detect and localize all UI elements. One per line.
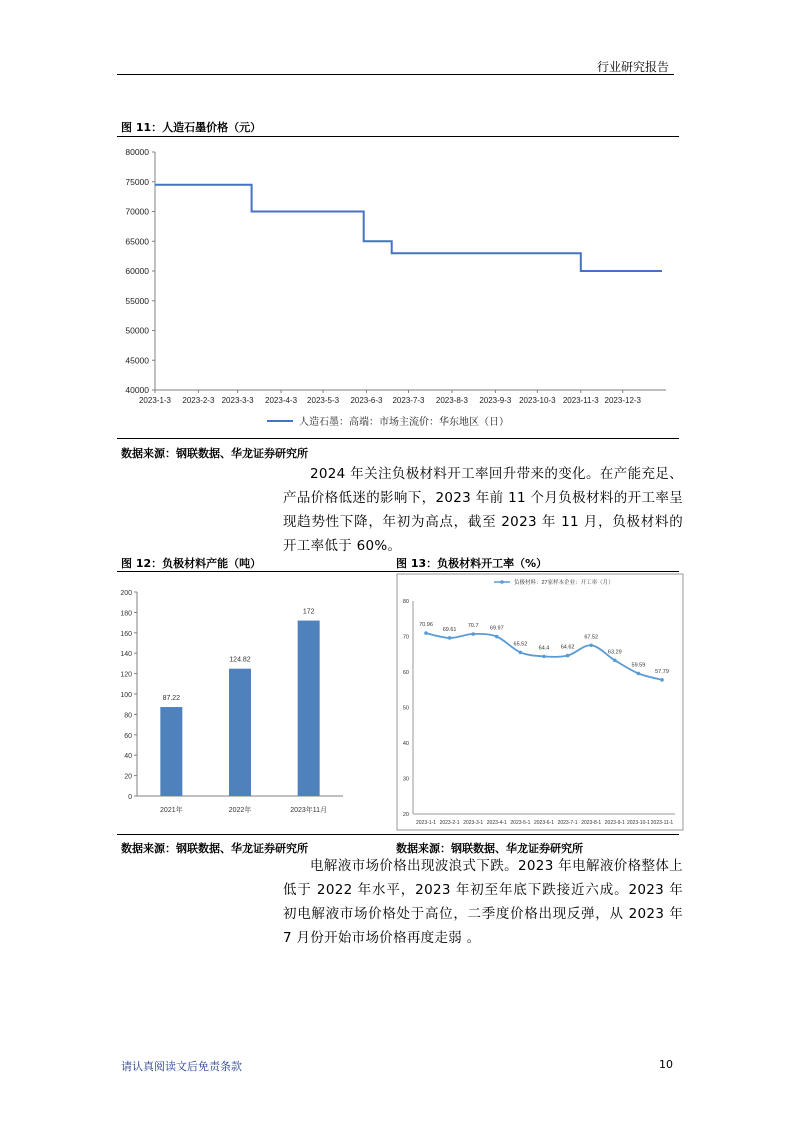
fig11-x-tick-label: 2023-9-3 — [479, 396, 512, 405]
fig13-point — [637, 672, 641, 676]
paragraph-anode-operating-rate — [283, 462, 683, 558]
fig12-caption: 图 12：负极材料产能（吨） — [121, 557, 262, 570]
fig11-source: 数据来源：钢联数据、华龙证券研究所 — [121, 447, 308, 460]
fig13-data-label: 59.59 — [631, 662, 646, 669]
fig12-y-tick-label: 40 — [124, 753, 132, 761]
fig12-x-tick-label: 2022年 — [228, 807, 252, 814]
paragraph-text-2: 电解液市场价格出现波浪式下跌。2023 年电解液价格整体上低于 2022 年水平，2023 年初至年底下跌接近六成。2023 年初电解液市场价格处于高位，二季度价格出现反弹，从 2023 年 7 月份开始市场价格再度走弱 。 — [283, 858, 683, 946]
fig13-point — [566, 654, 570, 658]
fig11-x-tick-label: 2023-5-3 — [307, 396, 340, 405]
fig13-data-label: 64.4 — [538, 645, 550, 652]
fig13-point — [519, 651, 523, 655]
fig13-source: 数据来源：钢联数据、华龙证券研究所 — [396, 842, 583, 855]
fig12-y-tick-label: 120 — [120, 671, 132, 679]
fig12-y-tick-label: 0 — [128, 794, 132, 801]
fig11-y-tick-label: 40000 — [125, 385, 149, 395]
fig13-point — [542, 655, 546, 659]
fig12-13-bottom-rule — [117, 834, 679, 835]
fig13-data-label: 63.29 — [607, 649, 622, 656]
fig12-x-tick-label: 2023年11月 — [290, 807, 328, 814]
fig12-data-label: 87.22 — [162, 695, 181, 703]
fig13-y-tick-label: 30 — [402, 776, 409, 783]
fig13-x-tick-label: 2023-6-1 — [533, 820, 555, 826]
fig13-point — [424, 631, 428, 635]
fig13-data-label: 67.52 — [584, 634, 599, 641]
fig11-y-tick-label: 75000 — [125, 176, 149, 187]
fig11-x-tick-label: 2023-10-3 — [519, 396, 556, 405]
fig13-caption: 图 13：负极材料开工率（%） — [396, 557, 548, 570]
fig11-y-tick-label: 55000 — [125, 295, 149, 306]
footer-disclaimer[interactable]: 请认真阅读文后免责条款 — [121, 1060, 242, 1073]
fig13-point — [613, 659, 617, 663]
fig13-point — [471, 632, 475, 636]
fig11-x-tick-label: 2023-4-3 — [265, 396, 298, 405]
fig13-y-tick-label: 60 — [402, 670, 409, 676]
fig13-y-tick-label: 50 — [402, 705, 409, 712]
fig11-x-tick-label: 2023-7-3 — [392, 396, 425, 405]
fig11-legend-label: 人造石墨：高端：市场主流价：华东地区（日） — [299, 417, 509, 428]
fig13-x-tick-label: 2023-4-1 — [486, 820, 507, 826]
fig11-x-tick-label: 2023-2-3 — [182, 396, 215, 405]
fig11-bottom-rule — [117, 438, 679, 439]
fig11-x-tick-label: 2023-6-3 — [350, 396, 383, 405]
fig11-x-tick-label: 2023-1-3 — [138, 396, 172, 405]
fig13-data-label: 64.62 — [560, 644, 575, 651]
fig13-y-tick-label: 80 — [402, 599, 409, 605]
fig13-x-tick-label: 2023-9-1 — [604, 820, 625, 826]
fig13-point — [448, 636, 452, 640]
fig13-x-tick-label: 2023-8-1 — [581, 820, 602, 826]
fig11-x-tick-label: 2023-11-3 — [562, 396, 599, 405]
fig13-x-tick-label: 2023-1-1 — [415, 820, 437, 826]
fig11-caption: 图 11：人造石墨价格（元） — [121, 121, 262, 134]
fig12-y-tick-label: 180 — [120, 610, 132, 618]
fig13-point — [589, 644, 593, 648]
fig11-y-tick-label: 65000 — [125, 236, 149, 247]
fig12-bar-chart — [117, 575, 387, 830]
fig11-line-chart — [117, 138, 679, 436]
fig13-data-label: 65.52 — [513, 641, 528, 648]
fig13-x-tick-label: 2023-7-1 — [557, 820, 578, 826]
fig12-bar — [229, 669, 251, 796]
fig12-y-tick-label: 20 — [124, 773, 132, 781]
fig13-legend-marker — [500, 580, 504, 584]
fig12-data-label: 172 — [302, 608, 315, 616]
fig12-data-label: 124.82 — [229, 656, 251, 664]
fig12-bar — [298, 621, 320, 796]
fig11-x-tick-label: 2023-12-3 — [604, 396, 642, 405]
fig11-y-tick-label: 50000 — [125, 325, 149, 336]
paragraph-text-1: 2024 年关注负极材料开工率回升带来的变化。在产能充足、产品价格低迷的影响下，2023 年前 11 个月负极材料的开工率呈现趋势性下降，年初为高点，截至 2023 年 11 月，负极材料的开工率低于 60%。 — [283, 466, 683, 554]
fig12-y-tick-label: 80 — [124, 712, 132, 720]
fig13-point — [495, 635, 499, 639]
fig11-y-tick-label: 45000 — [125, 355, 149, 366]
fig13-x-tick-label: 2023-10-1 — [627, 820, 650, 826]
fig13-data-label: 69.61 — [442, 626, 457, 633]
fig12-13-top-rule — [117, 571, 679, 572]
fig11-x-tick-label: 2023-3-3 — [221, 396, 254, 405]
fig11-series-line — [155, 185, 662, 271]
fig13-x-tick-label: 2023-2-1 — [439, 820, 460, 826]
fig12-y-tick-label: 160 — [120, 630, 132, 638]
fig13-data-label: 57.79 — [655, 668, 669, 675]
fig13-x-tick-label: 2023-5-1 — [510, 820, 531, 826]
header-title: 行业研究报告 — [596, 60, 669, 74]
header-rule — [117, 74, 674, 75]
fig11-x-tick-label: 2023-8-3 — [435, 396, 468, 405]
fig11-y-tick-label: 60000 — [125, 266, 149, 276]
fig12-y-tick-label: 60 — [124, 732, 132, 740]
fig11-y-tick-label: 80000 — [125, 147, 149, 157]
fig11-top-rule — [117, 136, 679, 137]
fig13-line-chart — [396, 573, 684, 831]
fig13-point — [660, 678, 664, 682]
page-number: 10 — [659, 1058, 673, 1071]
fig12-y-tick-label: 200 — [120, 590, 132, 597]
fig13-y-tick-label: 70 — [402, 634, 409, 641]
fig13-x-tick-label: 2023-3-1 — [463, 820, 484, 826]
fig13-frame — [397, 574, 683, 830]
fig12-y-tick-label: 100 — [120, 692, 132, 699]
fig13-data-label: 69.97 — [489, 625, 504, 632]
fig13-data-label: 70.96 — [419, 622, 433, 629]
fig13-legend-label: 负极材料：27家样本企业：开工率（月） — [514, 580, 614, 586]
fig13-x-tick-label: 2023-11-1 — [650, 820, 674, 826]
paragraph-electrolyte-price — [283, 854, 683, 950]
fig11-y-tick-label: 70000 — [125, 206, 149, 217]
fig12-y-tick-label: 140 — [120, 651, 132, 659]
fig13-y-tick-label: 40 — [402, 741, 409, 747]
fig13-data-label: 70.7 — [467, 623, 479, 630]
fig12-source: 数据来源：钢联数据、华龙证券研究所 — [121, 842, 308, 855]
fig13-y-tick-label: 20 — [402, 812, 409, 818]
fig12-bar — [160, 707, 182, 796]
fig12-x-tick-label: 2021年 — [160, 807, 183, 814]
